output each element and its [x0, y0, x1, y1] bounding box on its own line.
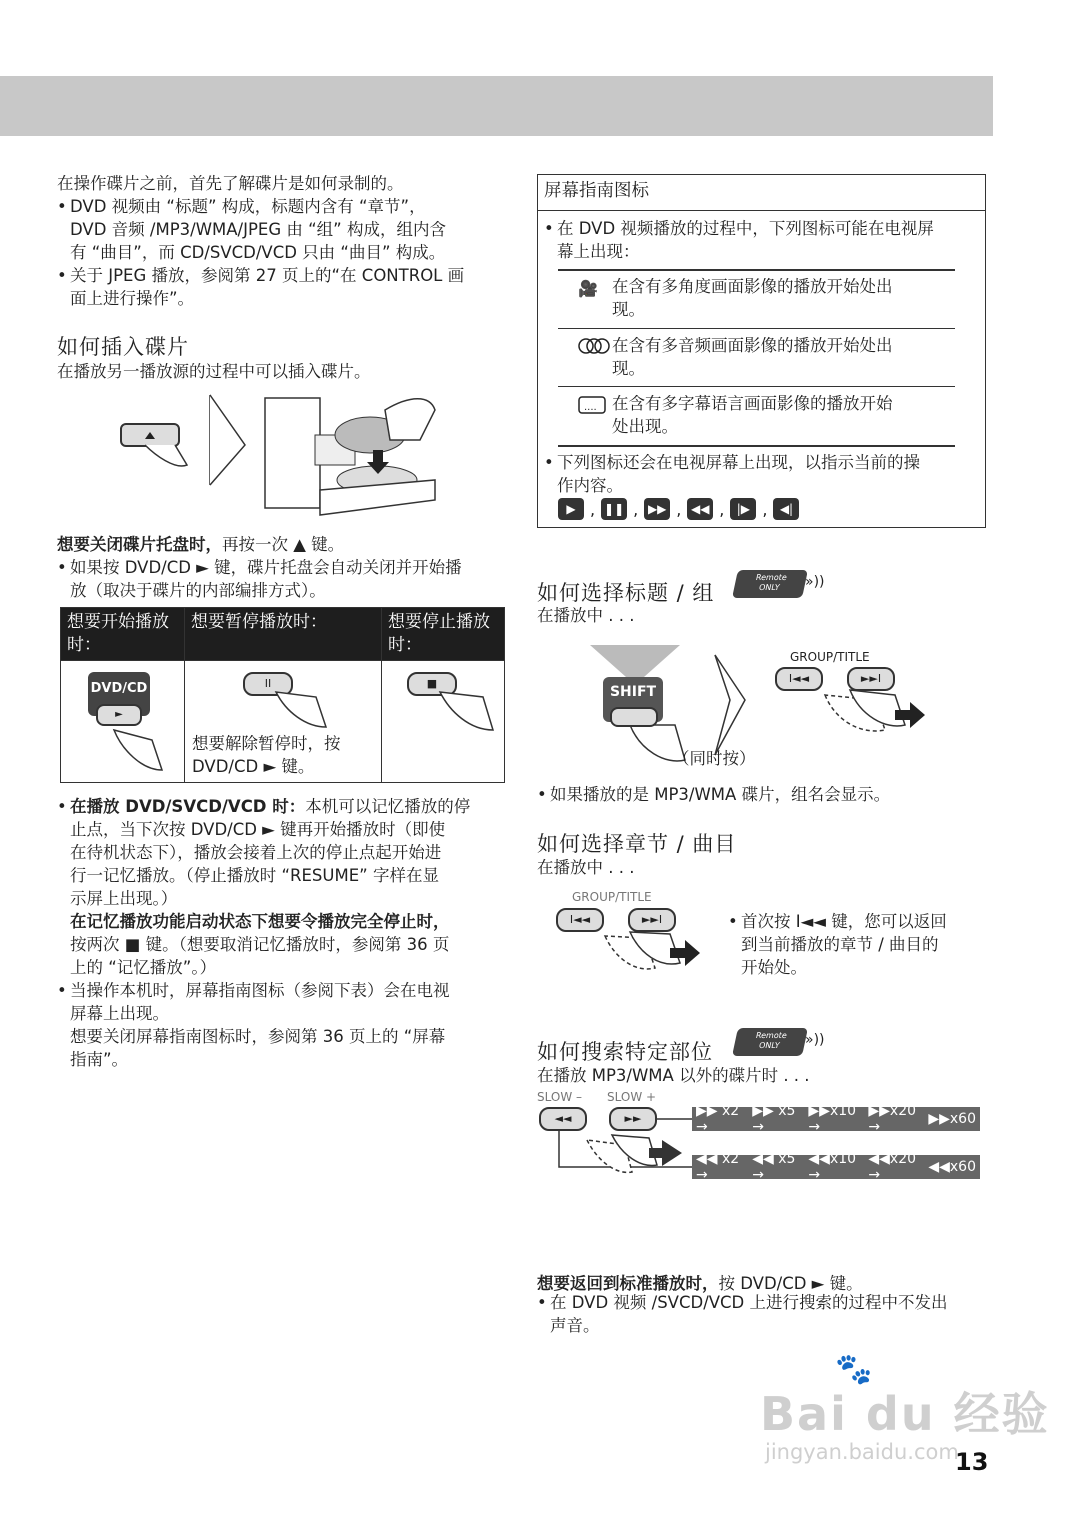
- guide-bullet-1: [544, 217, 987, 263]
- onscreen-guide-box: [537, 174, 986, 528]
- text-line: 放（取决于碟片的内部编排方式）。: [70, 581, 326, 600]
- fast-forward-icon: ▶▶: [644, 498, 670, 520]
- text-line: 到当前播放的章节 / 曲目的: [741, 935, 939, 954]
- text-line: 在含有多角度画面影像的播放开始处出: [612, 277, 893, 296]
- speed-value: x5: [778, 1103, 796, 1119]
- text-line: • 关于 JPEG 播放，参阅第 27 页上的“在 CONTROL 画: [70, 266, 465, 285]
- speed-step: ◀◀ x2 →: [696, 1151, 740, 1183]
- speed-step: ◀◀ x5 →: [752, 1151, 796, 1183]
- previous-button[interactable]: [775, 667, 823, 691]
- skip-back-icon: I◄◄: [788, 672, 810, 685]
- intro-bullet-structure: [57, 195, 512, 264]
- cell-start: [61, 661, 185, 783]
- close-tray-text: [57, 533, 512, 556]
- text-line: 有 “曲目”，而 CD/SVCD/VCD 只由 “曲目” 构成。: [70, 243, 446, 262]
- speed-step: ◀◀x60: [928, 1159, 976, 1175]
- speed-value: x2: [721, 1103, 740, 1119]
- badge-text: ONLY: [758, 1041, 781, 1050]
- speed-step: ◀◀x20 →: [868, 1151, 917, 1183]
- auto-close-bullet: [57, 556, 512, 602]
- select-title-desc: 在播放中 . . .: [537, 606, 635, 625]
- skip-back-icon: I◄◄: [569, 913, 591, 926]
- insert-desc: 在播放另一播放源的过程中可以插入碟片。: [57, 362, 371, 381]
- remote-signal-icon: »)): [805, 1032, 825, 1048]
- speed-step: ▶▶x60: [928, 1111, 976, 1127]
- slow-plus-label: SLOW +: [607, 1090, 657, 1104]
- text-line: 止点，当下次按 DVD/CD ► 键再开始播放时（即使: [70, 820, 446, 839]
- speed-value: x10: [829, 1151, 857, 1167]
- page-number: 13: [955, 1448, 989, 1476]
- pause-icon: II: [264, 677, 272, 690]
- badge-text: Remote: [754, 1031, 788, 1040]
- text-line: 行一记忆播放。（停止播放时 “RESUME” 字样在显: [70, 866, 439, 885]
- text-line: • 首次按 I◄◄ 键，您可以返回: [741, 912, 947, 931]
- watermark-url: jingyan.baidu.com: [765, 1440, 959, 1464]
- rewind-icon: ◄◄: [554, 1112, 572, 1125]
- slow-forward-icon: |▶: [730, 498, 756, 520]
- select-chapter-heading: 如何选择章节 / 曲目: [537, 832, 737, 856]
- search-illustration: [537, 1090, 982, 1185]
- speed-step: ▶▶ x5 →: [752, 1103, 796, 1135]
- multi-subtitle-icon: [578, 396, 606, 414]
- text-span: 本机可以记忆播放的停: [305, 797, 471, 816]
- speed-step: ▶▶x10 →: [808, 1103, 857, 1135]
- text-span: 按 DVD/CD ► 键。: [718, 1274, 863, 1293]
- text-line: 指南”。: [70, 1050, 129, 1069]
- divider: [558, 328, 955, 329]
- guide-bullet-2: [544, 451, 987, 497]
- text-line: • 如果按 DVD/CD ► 键，碟片托盘会自动关闭并开始播: [70, 558, 462, 577]
- select-chapter-desc: 在播放中 . . .: [537, 858, 635, 877]
- guide-row-audio: [578, 334, 893, 380]
- pause-icon: ❚❚: [601, 498, 627, 520]
- table-header-start: 想要开始播放时：: [61, 608, 185, 661]
- speed-value: x60: [949, 1159, 976, 1175]
- text-line: 按两次 ■ 键。（想要取消记忆播放时，参阅第 36 页: [70, 935, 450, 954]
- text-line: 现。: [612, 300, 645, 319]
- watermark-brand: Bai du 经验: [760, 1387, 1050, 1441]
- shift-button-key: [610, 707, 658, 727]
- text-line: • 在 DVD 视频 /SVCD/VCD 上进行搜索的过程中不发出: [550, 1293, 948, 1312]
- select-chapter-note: [728, 910, 1074, 979]
- text-line: 想要关闭屏幕指南图标时，参阅第 36 页上的 “屏幕: [70, 1027, 446, 1046]
- speed-value: x60: [949, 1111, 976, 1127]
- multi-angle-icon: 🎥: [578, 279, 598, 298]
- insert-illustration: [115, 390, 445, 525]
- divider: [558, 386, 955, 387]
- text-line: DVD/CD ► 键。: [192, 757, 315, 776]
- text-line: [70, 795, 512, 818]
- button-label: DVD/CD: [90, 681, 148, 696]
- text-line: 想要解除暂停时，按: [192, 734, 341, 753]
- remote-only-badge: [732, 1028, 808, 1056]
- speed-value: x20: [889, 1103, 917, 1119]
- memory-section: [57, 795, 512, 1071]
- group-title-label: GROUP/TITLE: [572, 890, 652, 904]
- text-span: 再按一次 ▲ 键。: [222, 535, 345, 554]
- divider: [558, 445, 955, 447]
- close-tray-section: [57, 533, 512, 602]
- fast-reverse-icon: ◀◀: [687, 498, 713, 520]
- intro-text: 在操作碟片之前，首先了解碟片是如何录制的。: [57, 174, 404, 193]
- text-line: 开始处。: [741, 958, 807, 977]
- divider: [558, 269, 955, 271]
- text-line: • 当操作本机时，屏幕指南图标（参阅下表）会在电视: [70, 981, 450, 1000]
- speed-value: x2: [721, 1151, 740, 1167]
- table-header-stop: 想要停止播放时：: [382, 608, 505, 661]
- next-button[interactable]: [847, 667, 895, 691]
- speed-value: x10: [829, 1103, 857, 1119]
- text-line: 幕上出现：: [557, 242, 640, 261]
- speed-step: ▶▶ x2 →: [696, 1103, 740, 1135]
- forward-speed-chain: [692, 1103, 980, 1135]
- text-line: 上的 “记忆播放”。）: [70, 958, 217, 977]
- select-title-illustration: [585, 640, 965, 770]
- text-line: 处出现。: [612, 417, 678, 436]
- text-line: 作内容。: [557, 476, 623, 495]
- text-line: 声音。: [550, 1316, 600, 1335]
- table-header-pause: 想要暂停播放时：: [185, 608, 382, 661]
- text-line: 在含有多音频画面影像的播放开始处出: [612, 336, 893, 355]
- operation-table: [60, 607, 505, 783]
- text-line: 现。: [612, 359, 645, 378]
- cell-stop: [382, 661, 505, 783]
- divider: [538, 210, 985, 211]
- svg-text:....: ....: [584, 402, 597, 413]
- badge-text: Remote: [754, 573, 788, 582]
- multi-audio-icon: [578, 338, 610, 354]
- speed-value: x20: [889, 1151, 917, 1167]
- speed-step: ◀◀x10 →: [808, 1151, 857, 1183]
- stop-icon: ■: [426, 677, 438, 690]
- guide-row-subtitle: [578, 392, 893, 438]
- text-line: 在记忆播放功能启动状态下想要令播放完全停止时，: [70, 912, 450, 931]
- remote-only-badge: [732, 570, 808, 598]
- text-line: • 在 DVD 视频播放的过程中，下列图标可能在电视屏: [557, 219, 934, 238]
- text-line: 面上进行操作”。: [70, 289, 195, 308]
- intro-section: [57, 172, 512, 310]
- text-line: 在含有多字幕语言画面影像的播放开始: [612, 394, 893, 413]
- status-icons-row: ▶ , ❚❚ , ▶▶ , ◀◀ , |▶ , ◀|: [558, 498, 799, 520]
- bold-label: 想要关闭碟片托盘时，: [57, 535, 222, 554]
- text-line: • 下列图标还会在电视屏幕上出现，以指示当前的操: [557, 453, 920, 472]
- text-line: 在待机状态下），播放会接着上次的停止点起开始进: [70, 843, 442, 862]
- guide-bullet: [57, 979, 512, 1071]
- badge-text: ONLY: [758, 583, 781, 592]
- reverse-speed-chain: [692, 1151, 980, 1183]
- cell-pause: [185, 661, 382, 783]
- remote-signal-icon: »)): [805, 574, 825, 590]
- skip-forward-icon: ►►I: [860, 672, 882, 685]
- insert-heading: 如何插入碟片: [57, 335, 189, 359]
- select-title-heading: 如何选择标题 / 组: [537, 581, 715, 605]
- speed-step: ▶▶x20 →: [868, 1103, 917, 1135]
- play-icon: ▶: [558, 498, 584, 520]
- guide-row-angle: [578, 275, 893, 321]
- slow-reverse-icon: ◀|: [773, 498, 799, 520]
- skip-forward-icon: ►►I: [641, 913, 663, 926]
- paw-logo-icon: 🐾: [835, 1352, 873, 1387]
- search-desc: 在播放 MP3/WMA 以外的碟片时 . . .: [537, 1066, 810, 1085]
- memory-bullet: [57, 795, 512, 979]
- search-note: [537, 1291, 1000, 1337]
- slow-minus-label: SLOW –: [537, 1090, 582, 1104]
- return-normal-text: [537, 1272, 863, 1295]
- guide-title: 屏幕指南图标: [544, 181, 649, 201]
- button-label: SHIFT: [609, 684, 657, 700]
- fast-forward-icon: ►►: [624, 1112, 642, 1125]
- text-line: DVD 音频 /MP3/WMA/JPEG 由 “组” 构成，组内含: [70, 220, 446, 239]
- text-line: 示屏上出现。）: [70, 889, 178, 908]
- same-time-label: （同时按）: [673, 749, 756, 768]
- group-title-label: GROUP/TITLE: [790, 650, 870, 664]
- search-heading: 如何搜索特定部位: [537, 1040, 713, 1064]
- bold-label: 想要返回到标准播放时，: [537, 1274, 719, 1293]
- speed-value: x5: [778, 1151, 796, 1167]
- bold-label: 在播放 DVD/SVCD/VCD 时：: [70, 797, 306, 816]
- select-chapter-illustration: [550, 888, 720, 978]
- select-title-note: • 如果播放的是 MP3/WMA 碟片，组名会显示。: [537, 783, 1074, 806]
- intro-bullet-jpeg: [57, 264, 512, 310]
- play-icon: ►: [96, 704, 142, 726]
- text-line: 屏幕上出现。: [70, 1004, 169, 1023]
- header-bar: [0, 76, 993, 136]
- text-line: • DVD 视频由 “标题” 构成，标题内含有 “章节”，: [70, 197, 426, 216]
